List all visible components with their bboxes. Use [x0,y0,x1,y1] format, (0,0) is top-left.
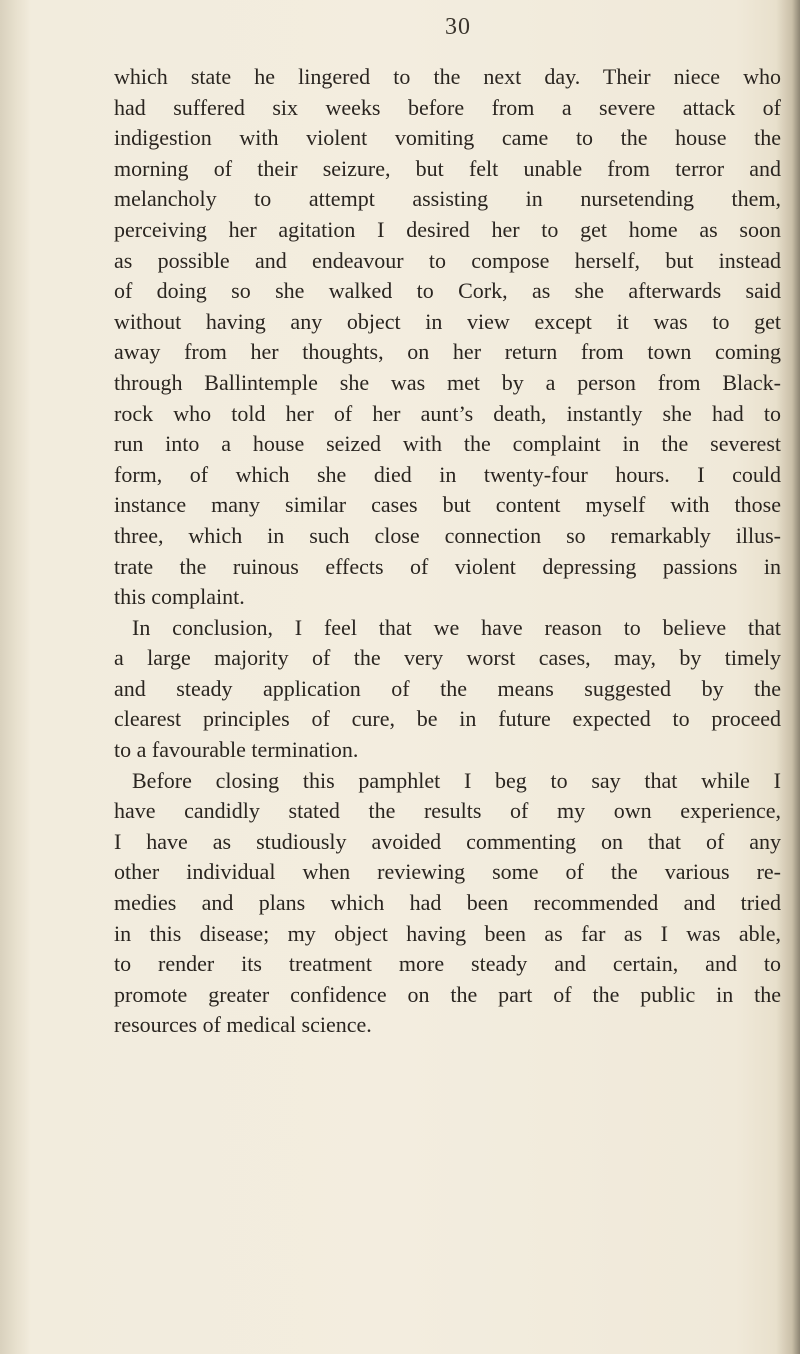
text-line: and steady application of the means suggested by the [114,675,781,701]
text-line: run into a house seized with the complaint in the severest [114,431,781,457]
text-line: instance many similar cases but content myself with those [114,492,781,518]
text-line: to a favourable termination. [114,737,359,763]
text-line: Before closing this pamphlet I beg to say that while I [132,767,781,793]
text-line: three, which in such close connection so remarkably illus- [114,522,781,548]
text-line: clearest principles of cure, be in future expected to proceed [114,706,781,732]
text-line: promote greater confidence on the part of the public in the [114,981,781,1007]
text-line: resources of medical science. [114,1012,372,1038]
text-line: melancholy to attempt assisting in nursetending them, [114,186,781,212]
text-line: in this disease; my object having been as far as I was able, [114,920,781,946]
text-line: of doing so she walked to Cork, as she afterwards said [114,278,781,304]
body-text [114,62,781,1041]
text-line: this complaint. [114,584,245,610]
text-line: perceiving her agitation I desired her to get home as soon [114,216,781,242]
text-line: without having any object in view except it was to get [114,308,781,334]
text-line: as possible and endeavour to compose herself, but instead [114,247,781,273]
text-line: away from her thoughts, on her return from town coming [114,339,781,365]
text-line: through Ballintemple she was met by a person from Black- [114,369,781,395]
text-line: morning of their seizure, but felt unable from terror and [114,155,781,181]
text-line: have candidly stated the results of my own experience, [114,798,781,824]
text-line: In conclusion, I feel that we have reason to believe that [132,614,781,640]
text-line: trate the ruinous effects of violent depressing passions in [114,553,781,579]
text-line: rock who told her of her aunt’s death, instantly she had to [114,400,781,426]
text-line: I have as studiously avoided commenting on that of any [114,828,781,854]
text-line: which state he lingered to the next day. Their niece who [114,64,781,89]
page-gutter-shading [0,0,30,1354]
text-line: had suffered six weeks before from a severe attack of [114,94,781,120]
text-line: other individual when reviewing some of the various re- [114,859,781,885]
text-line: a large majority of the very worst cases, may, by timely [114,645,781,671]
text-line: form, of which she died in twenty-four hours. I could [114,461,781,487]
text-line: indigestion with violent vomiting came to the house the [114,125,781,151]
text-line: medies and plans which had been recommended and tried [114,890,781,916]
text-line: to render its treatment more steady and certain, and to [114,951,781,977]
page-number: 30 [445,14,471,40]
